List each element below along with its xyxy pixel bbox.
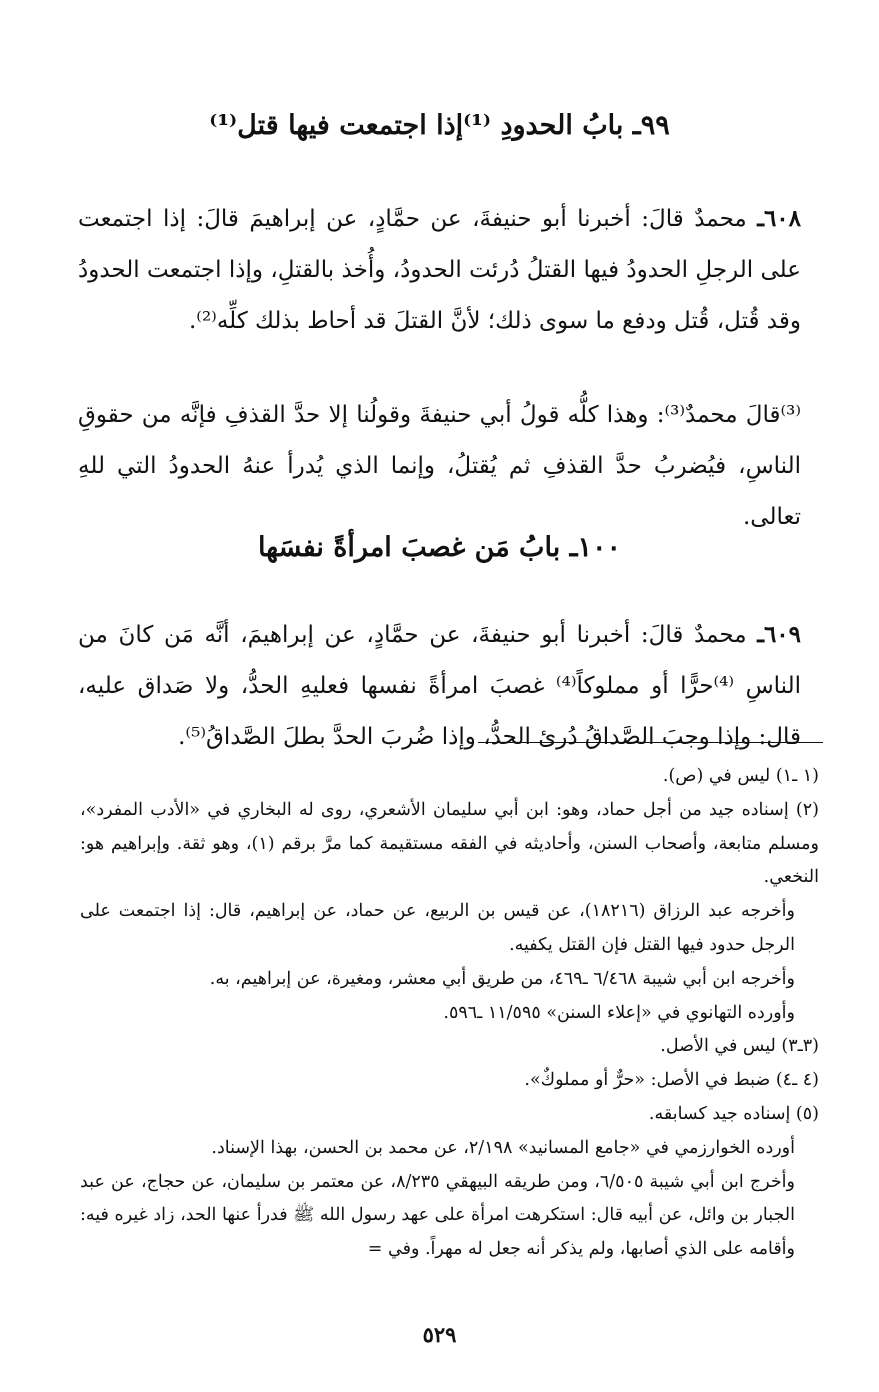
chapter-99-heading: ٩٩ـ بابُ الحدودِ ⁽¹⁾إذا اجتمعت فيها قتل⁽¹⁾: [209, 110, 670, 141]
footnote-line: (٤ ـ٤) ضبط في الأصل: «حرٌّ أو مملوكٌ».: [524, 1070, 819, 1091]
footnote-line: وأخرج ابن أبي شيبة ٦/٥٠٥، ومن طريقه البيهقي ٨/٢٣٥، عن معتمر بن سليمان، عن حجاج، عن عبد الجبار بن وائل، عن أبيه قال: استكرهت امرأة على عهد رسول الله ﷺ فدرأ عنها الحد، زاد غيره فيه: وأقامه على الذي أصابها، ولم يذكر أنه جعل له مهراً. وفي =: [80, 1171, 795, 1260]
footnote-line: أورده الخوارزمي في «جامع المسانيد» ٢/١٩٨، عن محمد بن الحسن، بهذا الإسناد.: [211, 1137, 795, 1158]
hadith-608-text: محمدٌ قالَ: أخبرنا أبو حنيفةَ، عن حمَّادٍ، عن إبراهيمَ قالَ: إذا اجتمعت على الرجلِ الحدودُ فيها القتلُ دُرئت الحدودُ، وأُخذ بالقتلِ، وإذا اجتمعت الحدودُ وقد قُتل، قُتل ودفع ما سوى ذلك؛ لأنَّ القتلَ قد أحاط بذلك كلِّه⁽²⁾.: [78, 206, 801, 334]
footnote-separator: [478, 742, 823, 743]
footnote-line: وأخرجه ابن أبي شيبة ٦/٤٦٨ ـ٤٦٩، من طريق أبي معشر، ومغيرة، عن إبراهيم، به.: [209, 968, 795, 989]
hadith-608-number: ٦٠٨ـ: [757, 205, 801, 232]
footnote-line: (٥) إسناده جيد كسابقه.: [648, 1103, 819, 1124]
chapter-100-heading: ١٠٠ـ بابُ مَن غصبَ امرأةً نفسَها: [257, 532, 622, 563]
footnote-line: (١ ـ١) ليس في (ص).: [662, 766, 819, 786]
footnote-line: (٢) إسناده جيد من أجل حماد، وهو: ابن أبي سليمان الأشعري، روى له البخاري في «الأدب المفرد»، ومسلم متابعة، وأصحاب السنن، وأحاديثه في الفقه مستقيمة كما مرَّ برقم (١)، وهو ثقة. وإبراهيم هو: النخعي.: [80, 799, 819, 888]
commentary-608-paragraph: ⁽³⁾قالَ محمدٌ⁽³⁾: وهذا كلُّه قولُ أبي حنيفةَ وقولُنا إلا حدَّ القذفِ فإنَّه من حقوقِ الناسِ، فيُضربُ حدَّ القذفِ ثم يُقتلُ، وإنما الذي يُدرأ عنهُ الحدودُ التي للهِ تعالى.: [78, 402, 802, 530]
hadith-609-number: ٦٠٩ـ: [757, 621, 801, 648]
hadith-609-text: محمدٌ قالَ: أخبرنا أبو حنيفةَ، عن حمَّادٍ، عن إبراهيمَ، أنَّه مَن كانَ من الناسِ ⁽⁴⁾حرًّا أو مملوكاً⁽⁴⁾ غصبَ امرأةً نفسها فعليهِ الحدُّ، ولا صَداق عليه، قال: وإذا وجبَ الصَّداقُ دُرئ الحدُّ، وإذا ضُربَ الحدَّ بطلَ الصَّداقُ⁽⁵⁾.: [78, 622, 801, 750]
page-number: ٥٢٩: [422, 1322, 457, 1347]
hadith-609-paragraph: [78, 609, 801, 763]
hadith-608-paragraph: [78, 193, 801, 347]
footnote-line: (٣ـ٣) ليس في الأصل.: [660, 1036, 819, 1057]
footnote-line: وأورده التهانوي في «إعلاء السنن» ١١/٥٩٥ ـ٥٩٦.: [443, 1002, 795, 1023]
footnote-line: وأخرجه عبد الرزاق (١٨٢١٦)، عن قيس بن الربيع، عن حماد، عن إبراهيم، قال: إذا اجتمعت على الرجل حدود فيها القتل فإن القتل يكفيه.: [80, 901, 795, 955]
footnotes-section: [80, 760, 819, 1267]
